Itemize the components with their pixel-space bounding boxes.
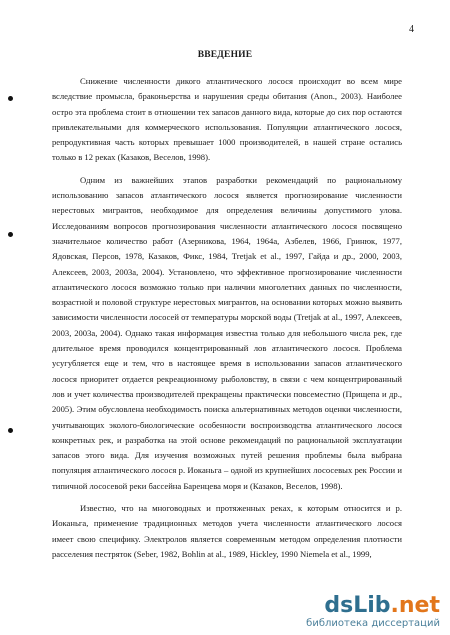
page-title: ВВЕДЕНИЕ [197,50,253,60]
binding-hole-mark [8,232,13,237]
watermark-logo [306,595,440,617]
paragraph-forecasting: Одним из важнейших этапов разработки рекомендаций по рациональному использованию запасов атлантического лосося является прогнозирование численности нерестовых мигрантов, необходимое для определения величины допустимого улова. Исследованиям вопросов прогнозирования численности атлантического лосося посвящено значительное количество работ (Азерникова, 1964, 1964а, Азбелев, 1966, Гринюк, 1977, Ядовская, Персов, 1978, Казаков, Фикс, 1984, Tretjak et al., 1997, Гайда и др., 2000, 2003, Алексеев, 2003, 2003а, 2004). Установлено, что эффективное прогнозирование численности атлантического лосося возможно только при наличии многолетних данных по численности, возрастной и половой структуре нерестовых мигрантов, на основании которых можно выявить зависимости численности лососей от температуры морской воды (Tretjak at al., 1997, Алексеев, 2003, 2003а, 2004). Однако такая информация известна только для небольшого числа рек, где длительное время проводился концентрированный лов атлантического лосося. Проблема усугубляется еще и тем, что в настоящее время в использовании запасов атлантического лосося приоритет отдается рекреационному рыболовству, в связи с чем концентрированный лов и учет количества производителей прекращены практически повсеместно (Прищепа и др., 2005). Этим обусловлена необходимость поиска альтернативных методов оценки численности, учитывающих эколого-биологические особенности воспроизводства атлантического лосося конкретных рек, и разработка на этой основе рекомендаций по рациональной эксплуатации запасов этого вида. Для изучения возможных путей решения проблемы была выбрана популяция атлантического лосося р. Иоканьга – одной из крупнейших лососевых рек России и типичной лососевой реки бассейна Баренцева моря и (Казаков, Веселов, 1998). [52,174,402,491]
watermark-subtitle: библиотека диссертаций [306,618,440,629]
watermark-logo-accent: .net [390,593,440,618]
body-text [52,74,402,562]
watermark-logo-main: dsLib [324,593,391,618]
binding-hole-mark [8,428,13,433]
page-number: 4 [409,24,414,35]
watermark [306,595,440,629]
binding-hole-mark [8,96,13,101]
paragraph-methods: Известно, что на многоводных и протяженных реках, к которым относится и р. Иоканьга, применение традиционных методов учета численности атлантического лосося имеет свою специфику. Электролов является современным методом определения плотности расселения пестряток (Seber, 1982, Bohlin at al., 1989, Hickley, 1990 Niemela et al., 1999, [52,503,402,559]
paragraph-intro: Снижение численности дикого атлантического лосося происходит во всем мире вследствие промысла, браконьерства и нарушения среды обитания (Anon., 2003). Наиболее остро эта проблема стоит в отношении тех запасов данного вида, которые до сих пор остаются привлекательными для коммерческого использования. Популяции атлантического лосося, репродуктивная часть которых превышает 1000 производителей, в нашей стране остались только в 12 реках (Казаков, Веселов, 1998). [52,76,402,163]
